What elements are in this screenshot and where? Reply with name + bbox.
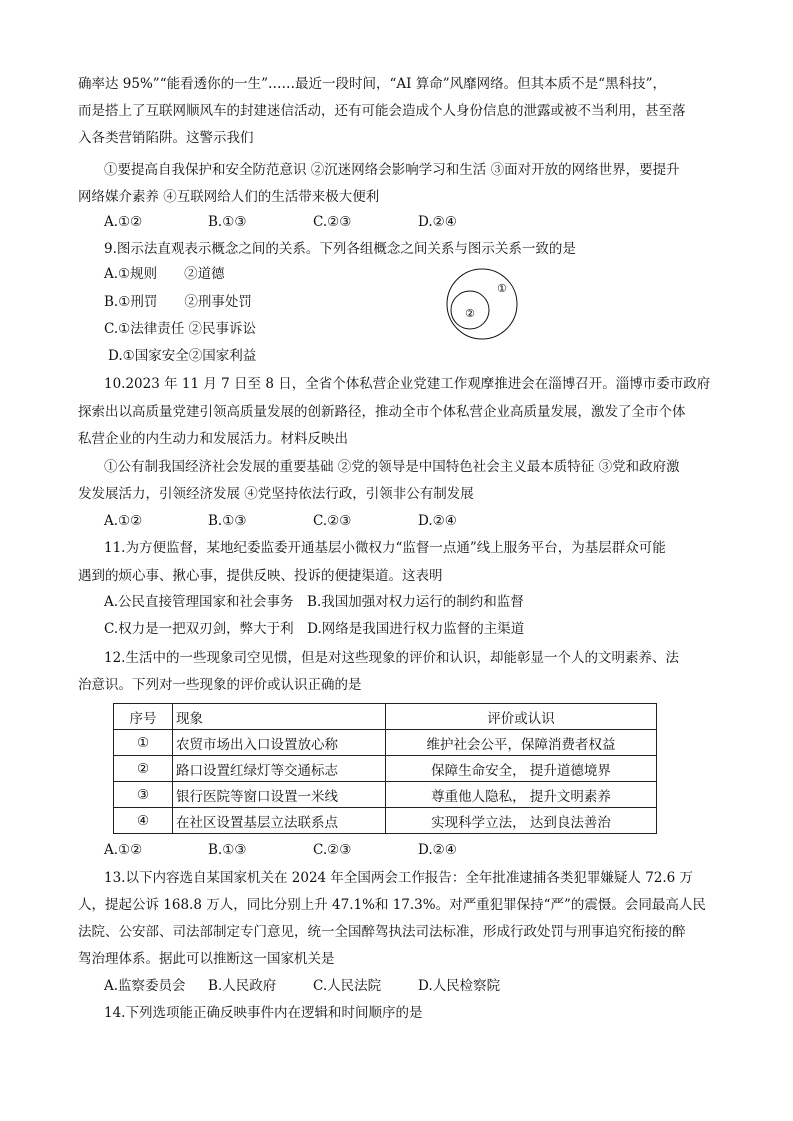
q9-option-b: B.①刑罚 ②刑事处罚: [104, 294, 252, 310]
q11-options-ab: A.公民直接管理国家和社会事务 B.我国加强对权力运行的制约和监督: [104, 594, 524, 610]
outer-label: ①: [497, 282, 507, 295]
q9-option-c: C.①法律责任 ②民事诉讼: [104, 321, 257, 337]
q8-option-c: C.②③: [313, 214, 352, 230]
q10-option-c: C.②③: [313, 513, 352, 529]
q10-stem-line-1: 10.2023 年 11 月 7 日至 8 日，全省个体私营企业党建工作观摩推进会在淄博召开。淄博市委市政府: [104, 376, 711, 392]
q8-statements-line-1: ①要提高自我保护和安全防范意识 ②沉迷网络会影响学习和生活 ③面对开放的网络世界，要提升: [104, 162, 680, 178]
q9-option-a: A.①规则 ②道德: [104, 266, 225, 282]
q12-option-d: D.②④: [418, 842, 457, 858]
q8-stem-line-2: 而是搭上了互联网顺风车的封建迷信活动，还有可能会造成个人身份信息的泄露或被不当利用，甚至落: [78, 103, 686, 119]
q12-option-a: A.①②: [104, 842, 143, 858]
inner-label: ②: [465, 307, 475, 320]
q13-stem-line-1: 13.以下内容选自某国家机关在 2024 年全国两会工作报告：全年批准逮捕各类犯罪嫌疑人 72.6 万: [104, 870, 694, 886]
q14-stem: 14.下列选项能正确反映事件内在逻辑和时间顺序的是: [104, 1005, 423, 1021]
header-phenomenon: 现象: [173, 704, 386, 730]
q10-stem-line-3: 私营企业的内生动力和发展活力。材料反映出: [78, 431, 348, 447]
table-row: [114, 808, 657, 834]
table-row: [114, 730, 657, 756]
table-row: [114, 756, 657, 782]
q12-stem-line-2: 治意识。下列对一些现象的评价或认识正确的是: [78, 677, 362, 693]
row-evaluation: 保障生命安全， 提升道德境界: [386, 756, 657, 782]
row-phenomenon: 农贸市场出入口设置放心称: [173, 730, 386, 756]
q12-option-b: B.①③: [208, 842, 247, 858]
table-row: [114, 782, 657, 808]
header-evaluation: 评价或认识: [386, 704, 657, 730]
q10-stem-line-2: 探索出以高质量党建引领高质量发展的创新路径，推动全市个体私营企业高质量发展，激发了全市个体: [78, 404, 686, 420]
outer-circle: [447, 269, 517, 339]
q8-stem-line-3: 入各类营销陷阱。这警示我们: [78, 130, 254, 146]
q13-option-c: C.人民法院: [313, 978, 382, 994]
row-phenomenon: 银行医院等窗口设置一米线: [173, 782, 386, 808]
row-evaluation: 实现科学立法， 达到良法善治: [386, 808, 657, 834]
row-phenomenon: 在社区设置基层立法联系点: [173, 808, 386, 834]
row-number: ②: [114, 756, 173, 782]
row-number: ①: [114, 730, 173, 756]
q13-option-a: A.监察委员会: [104, 978, 186, 994]
q11-stem-line-1: 11.为方便监督，某地纪委监委开通基层小微权力“监督一点通”线上服务平台，为基层群众可能: [104, 540, 666, 556]
q8-stem-line-1: 确率达 95%”“能看透你的一生”……最近一段时间，“AI 算命”风靡网络。但其本质不是“黑科技”，: [78, 76, 666, 92]
row-number: ③: [114, 782, 173, 808]
q9-stem: 9.图示法直观表示概念之间的关系。下列各组概念之间关系与图示关系一致的是: [104, 241, 576, 257]
header-number: 序号: [114, 704, 173, 730]
table-header-row: [114, 704, 657, 730]
q9-option-d: D.①国家安全②国家利益: [108, 348, 257, 364]
q8-statements-line-2: 网络媒介素养 ④互联网给人们的生活带来极大便利: [78, 189, 380, 205]
q13-stem-line-3: 法院、公安部、司法部制定专门意见，统一全国醉驾执法司法标准，形成行政处罚与刑事追究衔接的醉: [78, 924, 686, 940]
row-evaluation: 维护社会公平，保障消费者权益: [386, 730, 657, 756]
q12-stem-line-1: 12.生活中的一些现象司空见惯，但是对这些现象的评价和认识，却能彰显一个人的文明素养、法: [104, 650, 679, 666]
q8-option-a: A.①②: [104, 214, 143, 230]
q10-option-a: A.①②: [104, 513, 143, 529]
q11-options-cd: C.权力是一把双刃剑，弊大于利 D.网络是我国进行权力监督的主渠道: [104, 621, 525, 637]
q13-option-b: B.人民政府: [208, 978, 277, 994]
q12-option-c: C.②③: [313, 842, 352, 858]
q8-option-d: D.②④: [418, 214, 457, 230]
q13-stem-line-2: 人，提起公诉 168.8 万人，同比分别上升 47.1%和 17.3%。对严重犯罪保持“严”的震慑。会同最高人民: [78, 897, 706, 913]
q13-stem-line-4: 驾治理体系。据此可以推断这一国家机关是: [78, 951, 335, 967]
q11-stem-line-2: 遇到的烦心事、揪心事，提供反映、投诉的便捷渠道。这表明: [78, 568, 443, 584]
q10-option-d: D.②④: [418, 513, 457, 529]
q10-statements-line-2: 发发展活力，引领经济发展 ④党坚持依法行政，引领非公有制发展: [78, 486, 474, 502]
q10-statements-line-1: ①公有制我国经济社会发展的重要基础 ②党的领导是中国特色社会主义最本质特征 ③党和政府激: [104, 459, 680, 475]
q10-option-b: B.①③: [208, 513, 247, 529]
q9-concept-diagram: [444, 268, 520, 340]
row-evaluation: 尊重他人隐私， 提升文明素养: [386, 782, 657, 808]
q12-table: [113, 703, 657, 834]
q13-option-d: D.人民检察院: [418, 978, 501, 994]
row-phenomenon: 路口设置红绿灯等交通标志: [173, 756, 386, 782]
row-number: ④: [114, 808, 173, 834]
q8-option-b: B.①③: [208, 214, 247, 230]
